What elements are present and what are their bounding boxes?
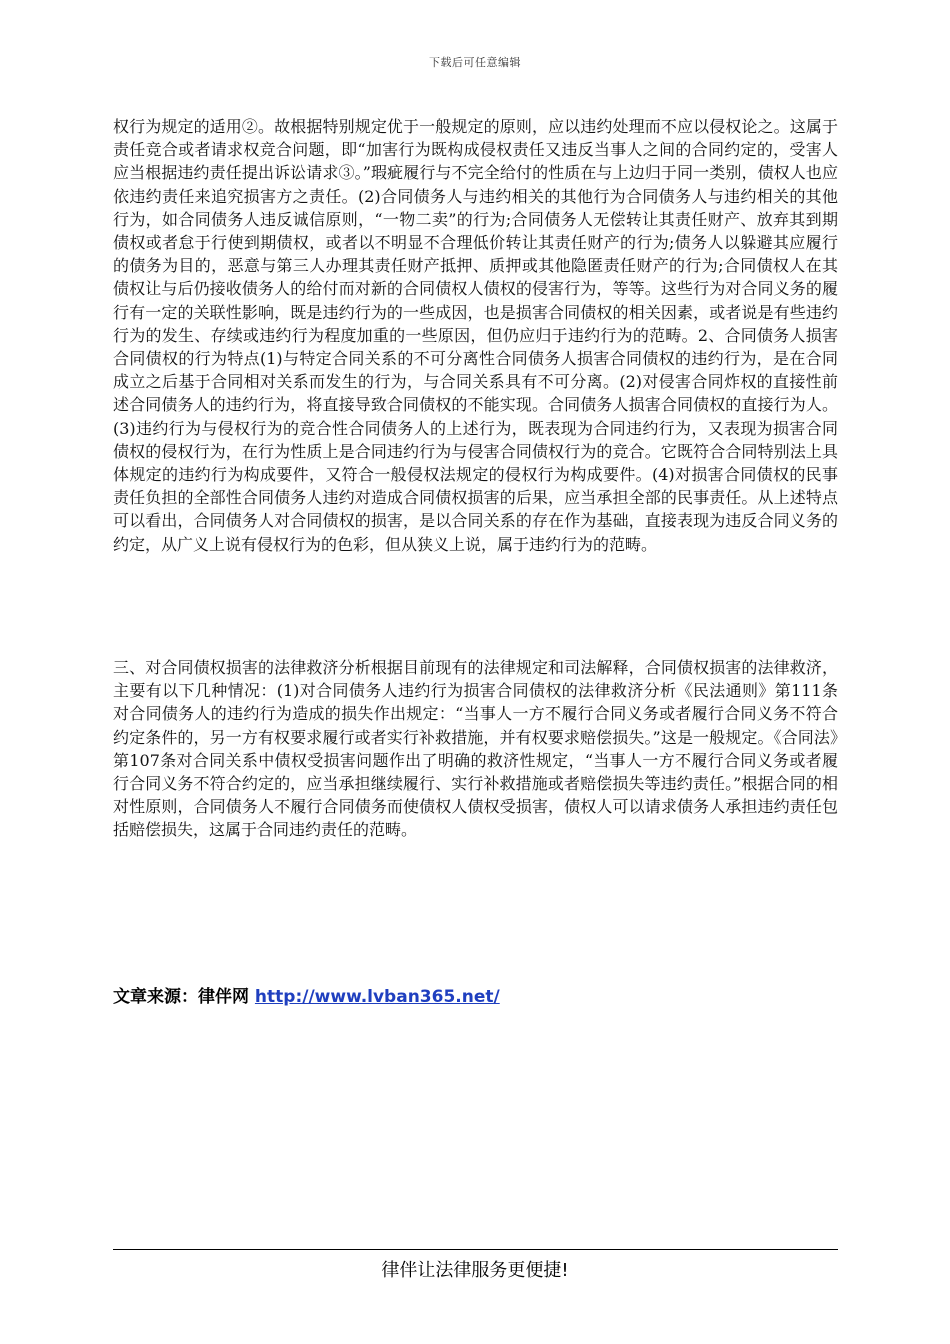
- article-source-label: 文章来源：律伴网: [113, 987, 255, 1007]
- footer-slogan: 律伴让法律服务更便捷!: [381, 1260, 569, 1281]
- body-paragraph-1: 权行为规定的适用②。故根据特别规定优于一般规定的原则，应以违约处理而不应以侵权论之。这属于责任竞合或者请求权竞合问题，即“加害行为既构成侵权责任又违反当事人之间的合同约定的，受害人应当根据违约责任提出诉讼请求③。”瑕疵履行与不完全给付的性质在与上边归于同一类别，债权人也应依违约责任来追究损害方之责任。(2)合同债务人与违约相关的其他行为合同债务人与违约相关的其他行为，如合同债务人违反诚信原则，“一物二卖”的行为;合同债务人无偿转让其责任财产、放弃其到期债权或者怠于行使到期债权，或者以不明显不合理低价转让其责任财产的行为;债务人以躲避其应履行的债务为目的，恶意与第三人办理其责任财产抵押、质押或其他隐匿责任财产的行为;合同债权人在其债权让与后仍接收债务人的给付而对新的合同债权人债权的侵害行为，等等。这些行为对合同义务的履行有一定的关联性影响，既是违约行为的一些成因，也是损害合同债权的相关因素，或者说是有些违约行为的发生、存续或违约行为程度加重的一些原因，但仍应归于违约行为的范畴。2、合同债务人损害合同债权的行为特点(1)与特定合同关系的不可分离性合同债务人损害合同债权的违约行为，是在合同成立之后基于合同相对关系而发生的行为，与合同关系具有不可分离。(2)对侵害合同炸权的直接性前述合同债务人的违约行为，将直接导致合同债权的不能实现。合同债务人损害合同债权的直接行为人。(3)违约行为与侵权行为的竞合性合同债务人的上述行为，既表现为合同违约行为，又表现为损害合同债权的侵权行为，在行为性质上是合同违约行为与侵害合同债权行为的竞合。它既符合合同特别法上具体规定的违约行为构成要件，又符合一般侵权法规定的侵权行为构成要件。(4)对损害合同债权的民事责任负担的全部性合同债务人违约对造成合同债权损害的后果，应当承担全部的民事责任。从上述特点可以看出，合同债务人对合同债权的损害，是以合同关系的存在作为基础，直接表现为违反合同义务的约定，从广义上说有侵权行为的色彩，但从狭义上说，属于违约行为的范畴。: [113, 117, 838, 554]
- article-source: [113, 982, 500, 1007]
- source-link[interactable]: http://www.lvban365.net/: [254, 987, 500, 1007]
- page-header-note: 下载后可任意编辑: [429, 56, 521, 69]
- body-paragraph-2: 三、对合同债权损害的法律救济分析根据目前现有的法律规定和司法解释，合同债权损害的法律救济，主要有以下几种情况：(1)对合同债务人违约行为损害合同债权的法律救济分析《民法通则》第111条对合同债务人的违约行为造成的损失作出规定：“当事人一方不履行合同义务或者履行合同义务不符合约定条件的，另一方有权要求履行或者实行补救措施，并有权要求赔偿损失。”这是一般规定。《合同法》第107条对合同关系中债权受损害问题作出了明确的救济性规定，“当事人一方不履行合同义务或者履行合同义务不符合约定的，应当承担继续履行、实行补救措施或者赔偿损失等违约责任。”根据合同的相对性原则，合同债务人不履行合同债务而使债权人债权受损害，债权人可以请求债务人承担违约责任包括赔偿损失，这属于合同违约责任的范畴。: [113, 658, 838, 840]
- footer-divider: [113, 1249, 838, 1250]
